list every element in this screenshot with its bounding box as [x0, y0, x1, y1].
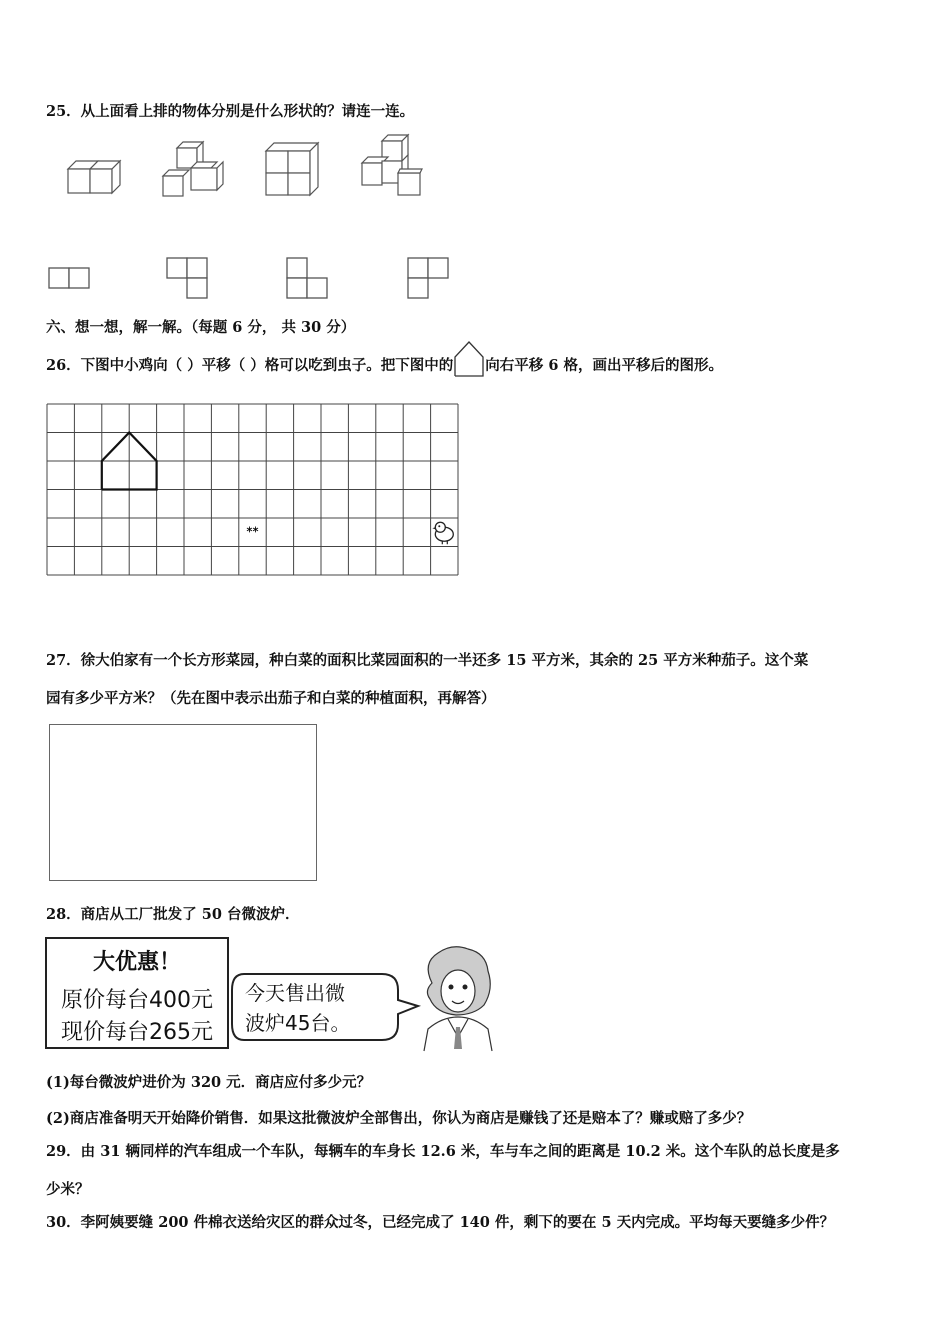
- bubble-line2: 波炉45台。: [245, 1011, 351, 1035]
- cube-stack-icon: [360, 133, 424, 199]
- section-title: 六、想一想，解一解。（每题 6 分， 共 30 分）: [46, 319, 356, 336]
- q29-line2: 少米？: [46, 1181, 90, 1198]
- q25-text: 25．从上面看上排的物体分别是什么形状的？请连一连。: [46, 103, 415, 120]
- q30-text: 30．李阿姨要缝 200 件棉衣送给灾区的群众过冬，已经完成了 140 件，剩下的要在 5 天内完成。平均每天要缝多少件？: [46, 1214, 835, 1231]
- sign-current-price: 现价每台265元: [61, 1020, 213, 1045]
- translation-grid: [46, 403, 462, 579]
- q28-sub2: (2)商店准备明天开始降价销售．如果这批微波炉全部售出，你认为商店是赚钱了还是赔本了？赚或赔了多少？: [46, 1110, 752, 1127]
- sign-original-price: 原价每台400元: [61, 988, 213, 1013]
- q28-text: 28．商店从工厂批发了 50 台微波炉．: [46, 906, 300, 923]
- discount-sign: [45, 937, 229, 1049]
- q26-text: [46, 356, 723, 376]
- house-shape-icon: [453, 356, 485, 376]
- cube-stack-icon: [68, 155, 124, 197]
- sign-title: 大优惠！: [92, 950, 181, 975]
- cube-stack-icon: [266, 143, 322, 199]
- top-view-icon: [407, 257, 451, 301]
- garden-rectangle[interactable]: [49, 724, 317, 881]
- q27-line2: 园有多少平方米？（先在图中表示出茄子和白菜的种植面积，再解答）: [46, 690, 496, 707]
- top-view-icon: [48, 267, 92, 291]
- q26-text-part2: 向右平移 6 格，画出平移后的图形。: [485, 357, 723, 374]
- top-view-icon: [166, 257, 210, 301]
- q28-sub1: (1)每台微波炉进价为 320 元．商店应付多少元？: [46, 1074, 372, 1091]
- top-view-icon: [286, 257, 330, 301]
- q26-text-part1: 26．下图中小鸡向（ ）平移（ ）格可以吃到虫子。把下图中的: [46, 357, 454, 374]
- cube-stack-icon: [163, 140, 225, 200]
- q27-line1: 27．徐大伯家有一个长方形菜园，种白菜的面积比菜园面积的一半还多 15 平方米，其余的 25 平方米种茄子。这个菜: [46, 652, 809, 669]
- bug-icon: ᕯ: [245, 523, 260, 543]
- chick-icon: [432, 522, 453, 544]
- salesperson-icon: [414, 943, 498, 1051]
- q29-line1: 29．由 31 辆同样的汽车组成一个车队，每辆车的车身长 12.6 米，车与车之间的距离是 10.2 米。这个车队的总长度是多: [46, 1143, 840, 1160]
- bubble-line1: 今天售出微: [245, 981, 345, 1005]
